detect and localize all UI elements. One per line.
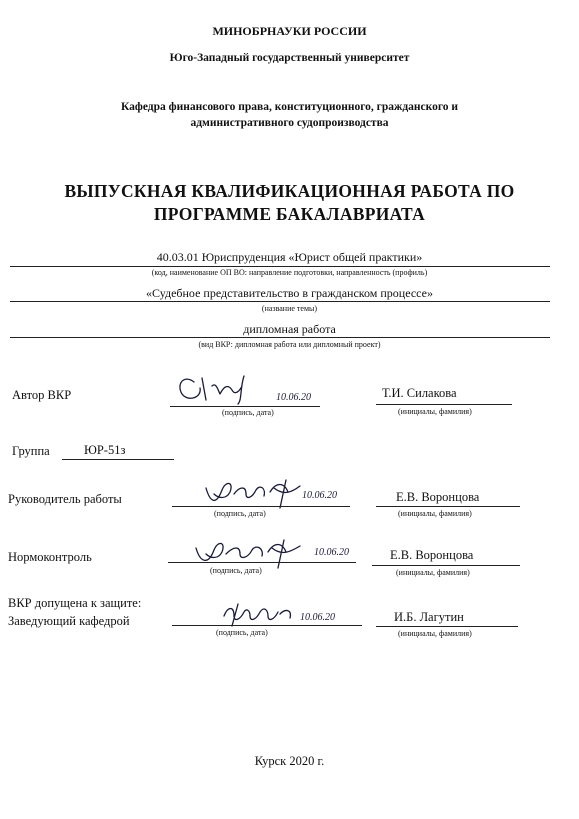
author-name-line bbox=[376, 404, 512, 405]
supervisor-label: Руководитель работы bbox=[8, 492, 122, 506]
admission-name-line bbox=[376, 626, 518, 627]
normcontrol-name: Е.В. Воронцова bbox=[390, 548, 474, 562]
department-line-2: административного судопроизводства bbox=[190, 117, 389, 129]
author-name: Т.И. Силакова bbox=[382, 386, 457, 400]
city-year: Курск 2020 г. bbox=[254, 754, 325, 768]
admission-signature-caption: (подпись, дата) bbox=[216, 628, 268, 637]
university-name: Юго-Западный государственный университет bbox=[169, 52, 410, 64]
group-value: ЮР-51з bbox=[84, 443, 126, 457]
supervisor-signature-line bbox=[172, 506, 350, 507]
author-name-caption: (инициалы, фамилия) bbox=[398, 407, 472, 416]
author-date: 10.06.20 bbox=[276, 392, 311, 403]
normcontrol-name-line bbox=[372, 565, 520, 566]
supervisor-name-caption: (инициалы, фамилия) bbox=[398, 509, 472, 518]
program-underline bbox=[10, 266, 550, 267]
admission-date: 10.06.20 bbox=[300, 612, 335, 623]
document-title-line-2: ПРОГРАММЕ БАКАЛАВРИАТА bbox=[153, 204, 426, 224]
admission-name-caption: (инициалы, фамилия) bbox=[398, 629, 472, 638]
admission-signature-line bbox=[172, 625, 362, 626]
supervisor-name-line bbox=[376, 506, 520, 507]
normcontrol-date: 10.06.20 bbox=[314, 547, 349, 558]
author-signature-line bbox=[170, 406, 320, 407]
program-caption: (код, наименование ОП ВО: направление подготовки, направленность (профиль) bbox=[151, 268, 428, 277]
program-value: 40.03.01 Юриспруденция «Юрист общей практики» bbox=[156, 250, 423, 264]
admission-name: И.Б. Лагутин bbox=[394, 610, 464, 624]
topic-underline bbox=[10, 301, 550, 302]
author-signature-caption: (подпись, дата) bbox=[222, 408, 274, 417]
admission-label-line-1: ВКР допущена к защите: bbox=[8, 596, 142, 610]
group-underline bbox=[62, 459, 174, 460]
admission-label-line-2: Заведующий кафедрой bbox=[8, 614, 130, 628]
work-type-caption: (вид ВКР: дипломная работа или дипломный проект) bbox=[198, 340, 381, 349]
department-line-1: Кафедра финансового права, конституционного, гражданского и bbox=[120, 101, 459, 113]
normcontrol-signature-line bbox=[168, 562, 356, 563]
supervisor-date: 10.06.20 bbox=[302, 490, 337, 501]
work-type-underline bbox=[10, 337, 550, 338]
topic-value: «Судебное представительство в гражданском процессе» bbox=[146, 286, 433, 300]
normcontrol-name-caption: (инициалы, фамилия) bbox=[396, 568, 470, 577]
supervisor-signature-caption: (подпись, дата) bbox=[214, 509, 266, 518]
supervisor-name: Е.В. Воронцова bbox=[396, 490, 480, 504]
normcontrol-label: Нормоконтроль bbox=[8, 550, 92, 564]
group-label: Группа bbox=[12, 444, 50, 458]
ministry-heading: МИНОБРНАУКИ РОССИИ bbox=[212, 24, 367, 38]
author-signature bbox=[172, 368, 282, 408]
document-title-line-1: ВЫПУСКНАЯ КВАЛИФИКАЦИОННАЯ РАБОТА ПО bbox=[64, 181, 515, 201]
author-label: Автор ВКР bbox=[12, 388, 72, 402]
work-type-value: дипломная работа bbox=[243, 322, 336, 336]
topic-caption: (название темы) bbox=[261, 304, 318, 313]
normcontrol-signature-caption: (подпись, дата) bbox=[210, 566, 262, 575]
